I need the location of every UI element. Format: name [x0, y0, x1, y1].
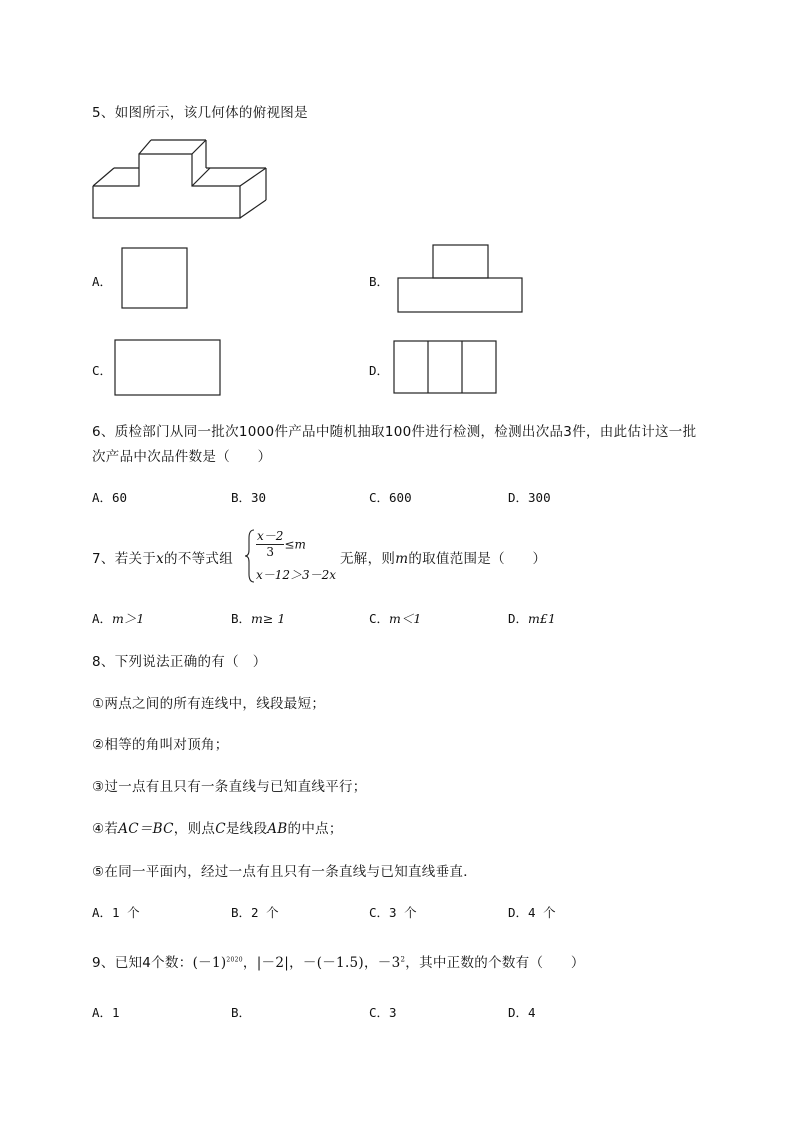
q5-option-d-label: D．	[369, 363, 390, 378]
q9-suffix: ，其中正数的个数有（ ）	[405, 955, 585, 971]
q5-solid-figure	[88, 134, 274, 226]
q7-option-d	[508, 609, 556, 627]
q5-option-d-figure	[393, 340, 498, 394]
q7-suffix	[340, 547, 546, 567]
q7-option-b-label: B．	[231, 611, 252, 626]
q7-system-brace	[244, 528, 256, 584]
q9-number-4: ，－3	[364, 955, 401, 971]
q7-inequality-1	[256, 529, 306, 560]
q9-option-a: A．1	[92, 1005, 120, 1020]
q8-item4-segment: AB	[267, 821, 288, 837]
q8-item-3: ③过一点有且只有一条直线与已知直线平行；	[92, 779, 367, 795]
q7-ineq1-relation: ≤m	[284, 537, 306, 552]
q7-option-a-label: A．	[92, 611, 113, 626]
q8-option-b: B．2 个	[231, 905, 279, 920]
q7-suffix-b: 的取值范围是（ ）	[408, 551, 547, 567]
q7-ineq1-numerator: x－2	[257, 529, 284, 543]
q7-option-c-expr: m＜1	[389, 611, 422, 626]
q5-option-b-figure	[397, 244, 525, 314]
q7-option-a	[92, 609, 144, 627]
q7-option-a-expr: m＞1	[112, 611, 145, 626]
q6-option-d: D．300	[508, 490, 551, 505]
q8-stem: 8、下列说法正确的有（ ）	[92, 654, 267, 670]
q6-option-c: C．600	[369, 490, 412, 505]
q8-item4-part: 的中点；	[287, 821, 343, 837]
q5-stem: 5、如图所示，该几何体的俯视图是	[92, 105, 308, 121]
q7-option-c	[369, 609, 421, 627]
q9-number-1-exponent: 2020	[226, 956, 243, 964]
q7-mid: 的不等式组	[164, 551, 234, 567]
q8-option-a: A．1 个	[92, 905, 140, 920]
q7-option-d-expr: m£1	[528, 611, 556, 626]
q7-prefix: 7、若关于	[92, 551, 157, 567]
q8-item-4	[92, 817, 343, 837]
q9-option-b: B．	[231, 1005, 252, 1020]
q7-stem	[92, 547, 233, 567]
q9-stem	[92, 951, 585, 971]
q9-number-1: (－1)	[192, 955, 227, 971]
q7-var-m: m	[395, 551, 409, 567]
q5-option-c-figure	[114, 339, 222, 397]
q5-option-a-figure	[121, 247, 189, 310]
q8-item-5: ⑤在同一平面内，经过一点有且只有一条直线与已知直线垂直．	[92, 864, 478, 880]
q6-option-b: B．30	[231, 490, 267, 505]
q9-option-d: D．4	[508, 1005, 536, 1020]
q9-number-3: －(－1.5)	[302, 955, 364, 971]
q8-item4-part: ④若	[92, 821, 119, 837]
q5-option-c-label: C．	[92, 363, 113, 378]
q9-number-2: ，|－2|，	[242, 955, 303, 971]
q9-option-c: C．3	[369, 1005, 397, 1020]
q8-option-d: D．4 个	[508, 905, 556, 920]
q5-option-a-label: A．	[92, 274, 113, 289]
q7-suffix-a: 无解，则	[340, 551, 396, 567]
q7-option-d-label: D．	[508, 611, 529, 626]
q7-option-b	[231, 609, 285, 627]
q8-option-c: C．3 个	[369, 905, 417, 920]
q8-item4-point: C	[215, 821, 226, 837]
q5-option-b-label: B．	[369, 274, 390, 289]
q7-option-b-expr: m≥ 1	[251, 611, 286, 626]
q9-number-4-exponent: 2	[400, 955, 406, 964]
q6-line2: 次产品中次品件数是（ ）	[92, 449, 272, 465]
q8-item-1: ①两点之间的所有连线中，线段最短；	[92, 696, 326, 712]
q8-item4-part: 是线段	[225, 821, 268, 837]
q9-prefix: 9、已知4个数：	[92, 955, 193, 971]
q7-inequality-2: x－12＞3－2x	[256, 568, 337, 582]
q8-item4-expr: AC＝BC	[118, 821, 174, 837]
q6-option-a: A．60	[92, 490, 128, 505]
q8-item-2: ②相等的角叫对顶角；	[92, 737, 229, 753]
q7-ineq1-denominator: 3	[266, 545, 275, 559]
q7-var-x: x	[156, 551, 165, 567]
q8-item4-part: ，则点	[173, 821, 216, 837]
q6-line1: 6、质检部门从同一批次1000件产品中随机抽取100件进行检测，检测出次品3件，由此估计这一批	[92, 424, 697, 440]
q7-option-c-label: C．	[369, 611, 390, 626]
